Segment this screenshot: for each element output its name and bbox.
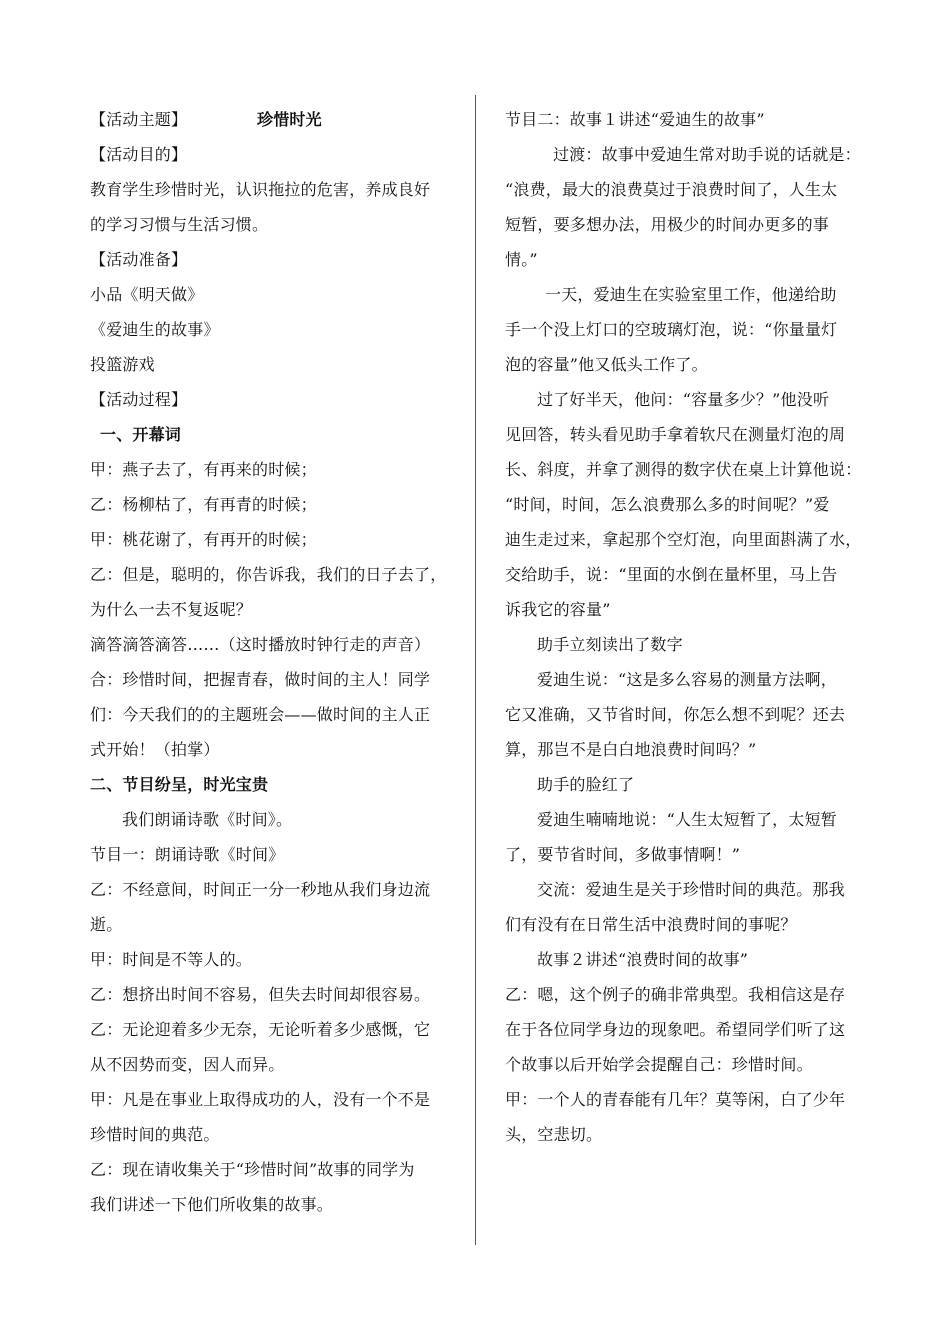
right-text-line: 手一个没上灯口的空玻璃灯泡，说：“你量量灯 [505, 320, 838, 339]
activity-theme-row [90, 102, 475, 137]
right-text-line: 乙：嗯，这个例子的确非常典型。我相信这是存 [505, 985, 846, 1004]
right-text-line: 泡的容量”他又低头工作了。 [505, 355, 708, 374]
right-text-line: 个故事以后开始学会提醒自己：珍惜时间。 [505, 1055, 813, 1074]
activity-theme-title: 珍惜时光 [257, 110, 322, 129]
left-text-line: 二、节目纷呈，时光宝贵 [90, 775, 269, 794]
right-text-line: 爱迪生喃喃地说：“人生太短暂了，太短暂 [537, 810, 837, 829]
left-text-line: 乙：但是，聪明的，你告诉我，我们的日子去了， [90, 565, 447, 584]
right-text-line: 诉我它的容量” [505, 600, 611, 619]
left-text-line: 《爱迪生的故事》 [90, 320, 220, 339]
right-text-line: 助手立刻读出了数字 [537, 635, 683, 654]
left-text-line: 甲：桃花谢了，有再开的时候； [90, 530, 317, 549]
right-text-line: 短暂，要多想办法，用极少的时间办更多的事 [505, 215, 830, 234]
right-text-line: “时间，时间，怎么浪费那么多的时间呢？”爱 [505, 495, 830, 514]
left-text-line: 乙：杨柳枯了，有再青的时候； [90, 495, 317, 514]
right-text-line: “浪费，最大的浪费莫过于浪费时间了，人生太 [505, 180, 838, 199]
right-text-line: 交给助手，说：“里面的水倒在量杯里，马上告 [505, 565, 838, 584]
left-text-line: 合：珍惜时间，把握青春，做时间的主人！同学 [90, 670, 431, 689]
left-text-line: 们：今天我们的的主题班会——做时间的主人正 [90, 705, 431, 724]
right-text-line: 节目二：故事１讲述“爱迪生的故事” [505, 110, 765, 129]
right-text-line: 爱迪生说：“这是多么容易的测量方法啊， [537, 670, 837, 689]
left-text-line: 乙：想挤出时间不容易，但失去时间却很容易。 [90, 985, 431, 1004]
right-text-line: 故事２讲述“浪费时间的故事” [537, 950, 749, 969]
left-text-line: 节目一：朗诵诗歌《时间》 [90, 845, 285, 864]
right-text-line: 交流：爱迪生是关于珍惜时间的典范。那我 [537, 880, 845, 899]
right-text-line: 一天，爱迪生在实验室里工作，他递给助 [545, 285, 837, 304]
left-text-line: 的学习习惯与生活习惯。 [90, 215, 269, 234]
left-text-line: 乙：无论迎着多少无奈，无论听着多少感慨，它 [90, 1020, 431, 1039]
right-text-line: 甲：一个人的青春能有几年？莫等闲，白了少年 [505, 1090, 846, 1109]
left-text-line: 【活动准备】 [90, 250, 188, 269]
left-text-line: 滴答滴答滴答……（这时播放时钟行走的声音） [90, 635, 431, 654]
left-text-lines [90, 137, 475, 1222]
left-text-line: 逝。 [90, 915, 123, 934]
right-text-line: 迪生走过来，拿起那个空灯泡，向里面斟满了水， [505, 530, 862, 549]
right-text-line: 助手的脸红了 [537, 775, 635, 794]
left-text-line: 甲：燕子去了，有再来的时候； [90, 460, 317, 479]
right-text-line: 过渡：故事中爱迪生常对助手说的话就是： [553, 145, 861, 164]
column-divider [475, 95, 476, 1245]
right-text-line: 它又准确，又节省时间，你怎么想不到呢？还去 [505, 705, 846, 724]
right-text-line: 在于各位同学身边的现象吧。希望同学们听了这 [505, 1020, 846, 1039]
left-text-line: 从不因势而变，因人而异。 [90, 1055, 285, 1074]
right-text-line: 情。” [505, 250, 538, 269]
right-text-line: 头，空悲切。 [505, 1125, 603, 1144]
right-column [505, 102, 865, 1152]
left-text-line: 式开始！（拍掌） [90, 740, 220, 759]
left-text-line: 为什么一去不复返呢？ [90, 600, 253, 619]
left-text-line: 我们讲述一下他们所收集的故事。 [90, 1195, 334, 1214]
right-text-line: 们有没有在日常生活中浪费时间的事呢？ [505, 915, 797, 934]
right-text-line: 了，要节省时间，多做事情啊！” [505, 845, 741, 864]
left-text-line: 我们朗诵诗歌《时间》。 [122, 810, 293, 829]
left-text-line: 乙：不经意间，时间正一分一秒地从我们身边流 [90, 880, 431, 899]
left-text-line: 乙：现在请收集关于“珍惜时间”故事的同学为 [90, 1160, 415, 1179]
right-text-line: 算，那岂不是白白地浪费时间吗？” [505, 740, 757, 759]
left-text-line: 投篮游戏 [90, 355, 155, 374]
right-text-line: 过了好半天，他问：“容量多少？”他没听 [537, 390, 830, 409]
left-text-line: 甲：时间是不等人的。 [90, 950, 253, 969]
left-text-line: 教育学生珍惜时光，认识拖拉的危害，养成良好 [90, 180, 431, 199]
left-text-line: 珍惜时间的典范。 [90, 1125, 220, 1144]
left-text-line: 小品《明天做》 [90, 285, 204, 304]
right-text-lines [505, 102, 865, 1152]
activity-theme-label: 【活动主题】 [90, 110, 188, 129]
right-text-line: 见回答，转头看见助手拿着软尺在测量灯泡的周 [505, 425, 846, 444]
left-text-line: 甲：凡是在事业上取得成功的人，没有一个不是 [90, 1090, 431, 1109]
left-text-line: 【活动过程】 [90, 390, 188, 409]
left-text-line: 一、开幕词 [100, 425, 182, 444]
left-column [90, 102, 475, 1222]
left-text-line: 【活动目的】 [90, 145, 188, 164]
right-text-line: 长、斜度，并拿了测得的数字伏在桌上计算他说： [505, 460, 862, 479]
